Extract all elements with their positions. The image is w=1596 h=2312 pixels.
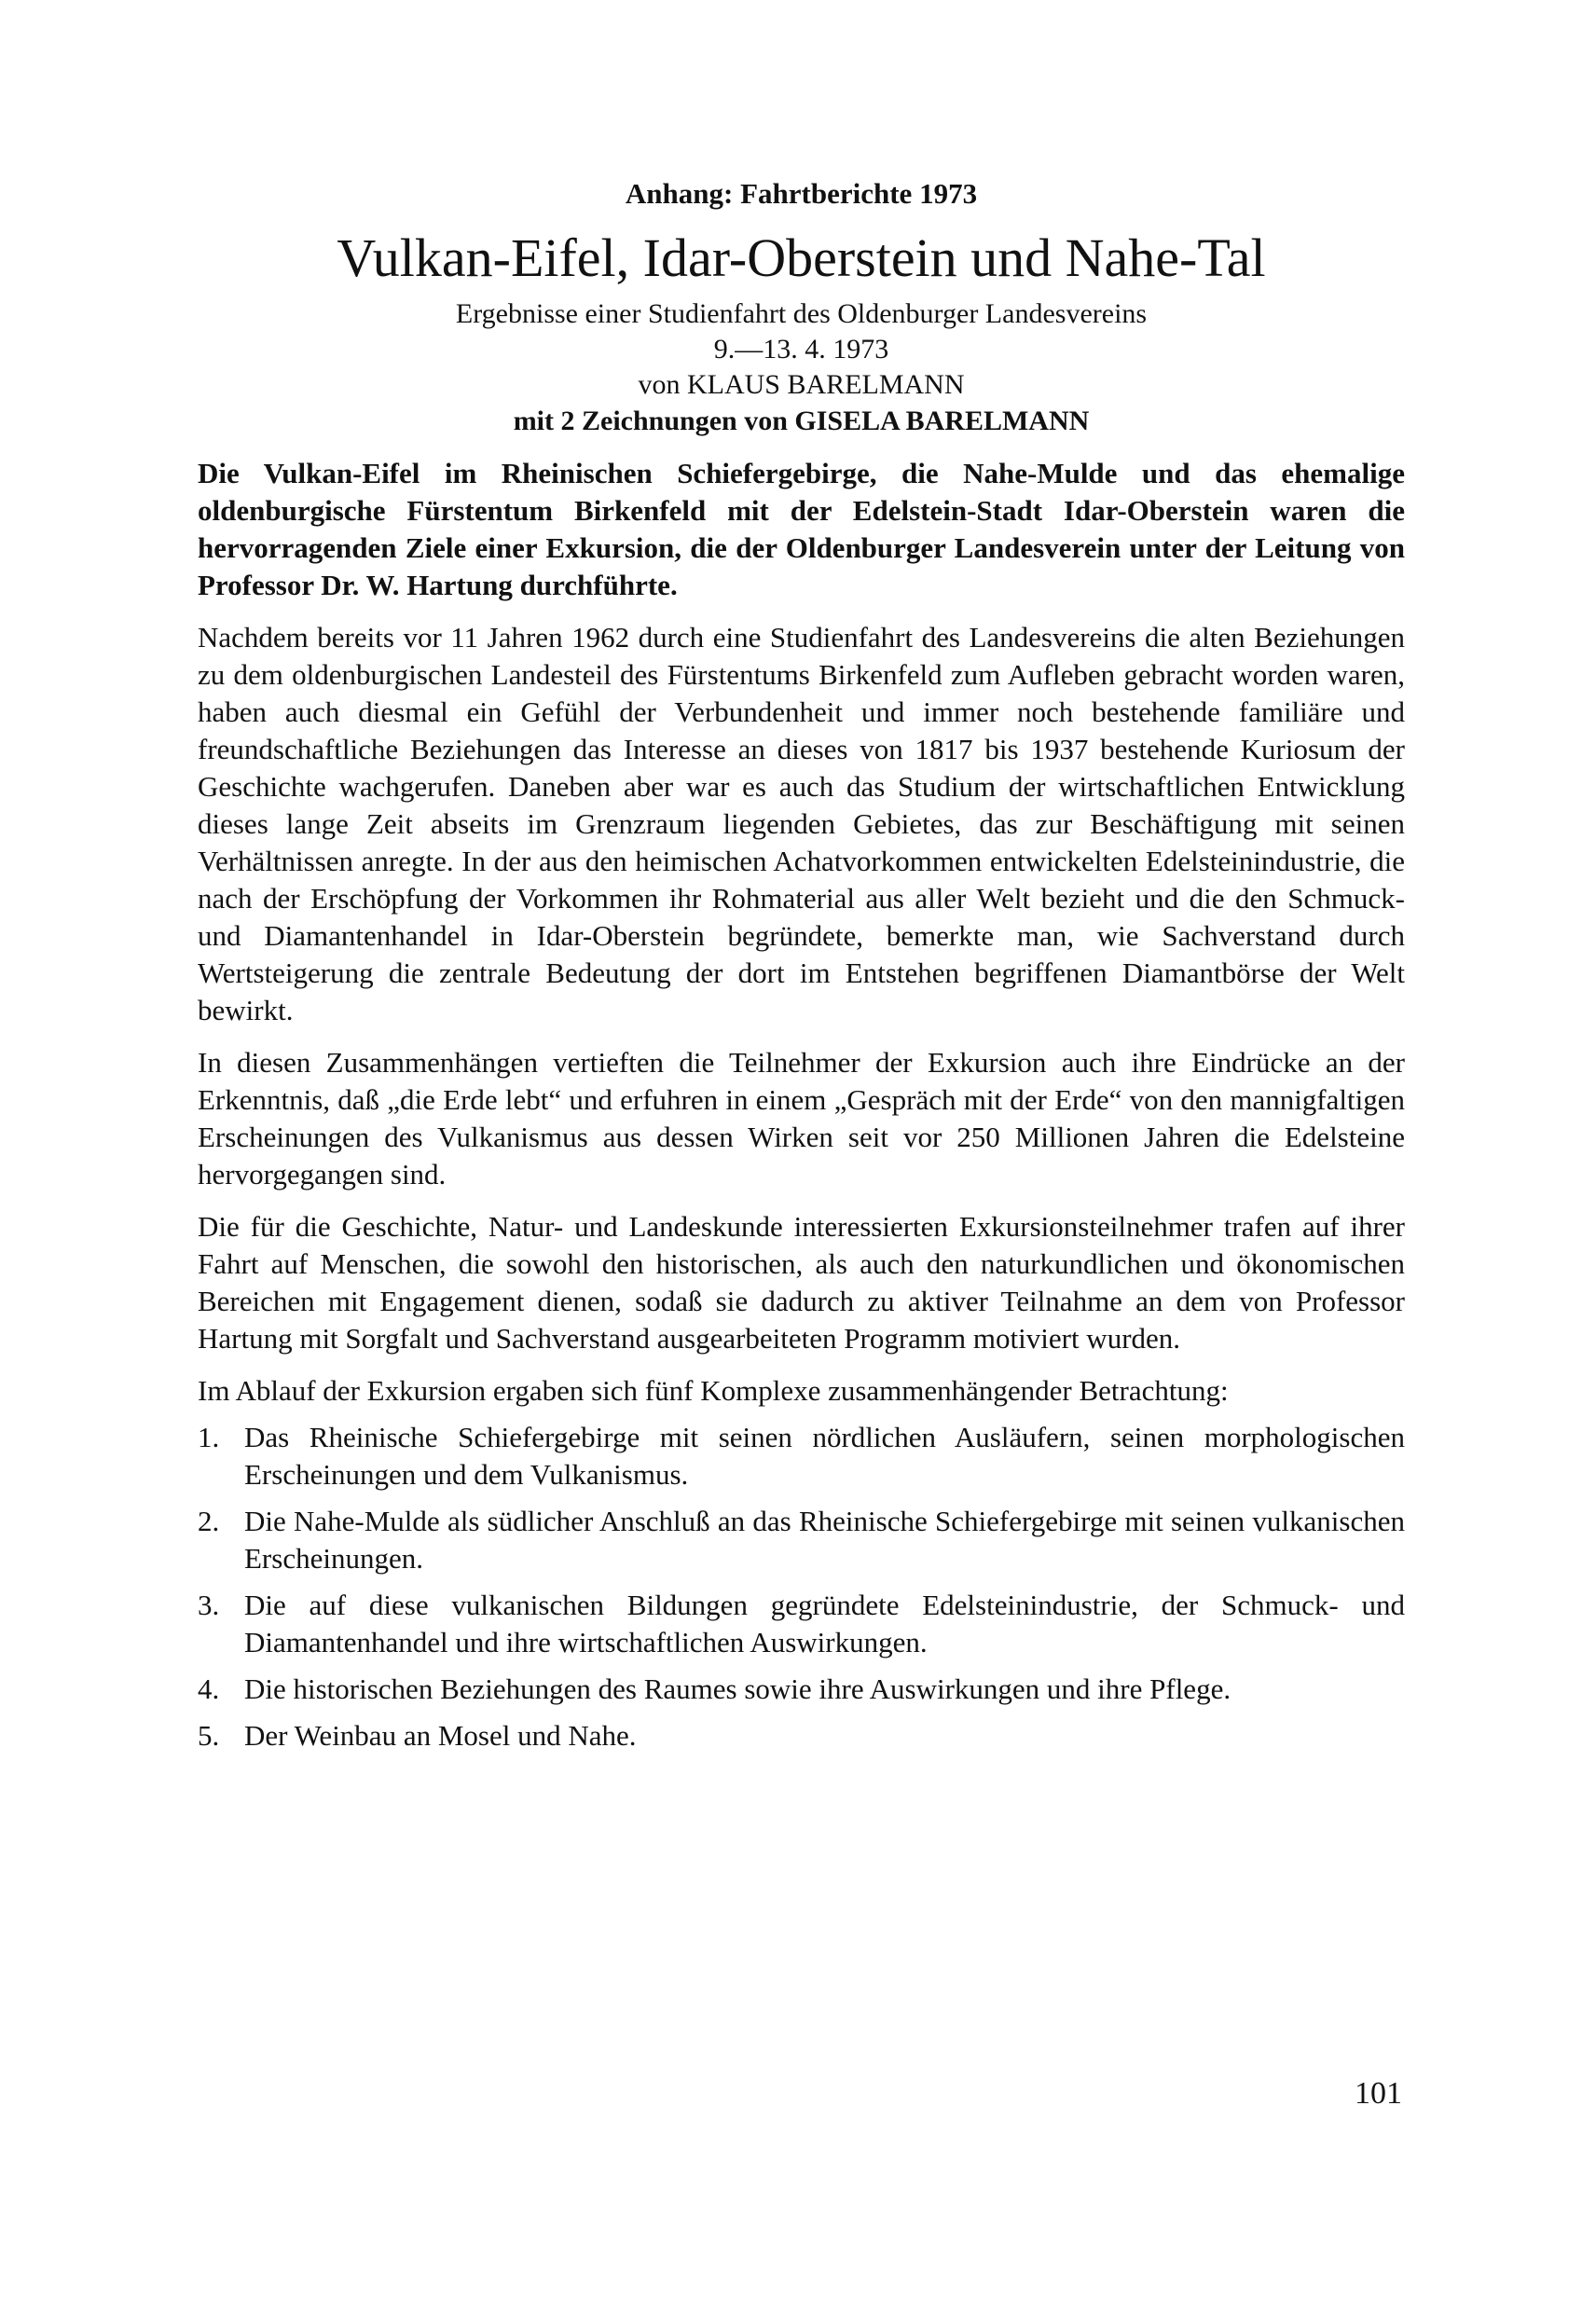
- article-title: Vulkan-Eifel, Idar-Oberstein und Nahe-Tal: [337, 227, 1266, 288]
- list-item-text: Die Nahe-Mulde als südlicher Anschluß an das Rheinische Schiefergebirge mit seinen vulkanischen Erscheinungen.: [244, 1505, 1405, 1575]
- list-item-text: Das Rheinische Schiefergebirge mit seinen nördlichen Ausläufern, seinen morphologischen Erscheinungen und dem Vulkanismus.: [244, 1421, 1405, 1491]
- author-line: von KLAUS BARELMANN: [638, 369, 965, 400]
- list-item-number: 2.: [198, 1505, 220, 1537]
- list-item-text: Der Weinbau an Mosel und Nahe.: [244, 1719, 637, 1752]
- list-item-number: 4.: [198, 1672, 220, 1705]
- body-paragraph: Die für die Geschichte, Natur- und Landeskunde interessierten Exkursionsteilnehmer trafen auf ihrer Fahrt auf Menschen, die sowohl den historischen, als auch den naturkundlichen und ökonomischen Bereichen mit Engagement dienen, sodaß sie dadurch zu aktiver Teilnahme an dem von Professor Hartung mit Sorgfalt und Sachverstand ausgearbeiteten Programm motiviert wurden.: [198, 1210, 1405, 1355]
- list-item: [198, 1587, 1405, 1661]
- topics-list: [198, 1419, 1405, 1755]
- list-item-number: 3.: [198, 1589, 220, 1621]
- page-content: [198, 175, 1405, 1755]
- section-heading: Anhang: Fahrtberichte 1973: [625, 177, 978, 210]
- excursion-dates: 9.—13. 4. 1973: [713, 334, 889, 365]
- page-number: 101: [1355, 2076, 1402, 2111]
- body-paragraph: In diesen Zusammenhängen vertieften die Teilnehmer der Exkursion auch ihre Eindrücke an der Erkenntnis, daß „die Erde lebt“ und erfuhren in einem „Gespräch mit der Erde“ von den mannigfaltigen Erscheinungen des Vulkanismus aus dessen Wirken seit vor 250 Millionen Jahren die Edelsteine hervorgegangen sind.: [198, 1046, 1405, 1190]
- list-item: [198, 1503, 1405, 1577]
- list-item: [198, 1671, 1405, 1708]
- body-paragraph: Nachdem bereits vor 11 Jahren 1962 durch eine Studienfahrt des Landesvereins die alten Beziehungen zu dem oldenburgischen Landesteil des Fürstentums Birkenfeld zum Aufleben gebracht worden waren, haben auch diesmal ein Gefühl der Verbundenheit und immer noch bestehende familiäre und freundschaftliche Beziehungen das Interesse an dieses von 1817 bis 1937 bestehende Kuriosum der Geschichte wachgerufen. Daneben aber war es auch das Studium der wirtschaftlichen Entwicklung dieses lange Zeit abseits im Grenzraum liegenden Gebietes, das zur Beschäftigung mit seinen Verhältnissen anregte. In der aus den heimischen Achatvorkommen entwickelten Edelsteinindustrie, die nach der Erschöpfung der Vorkommen ihr Rohmaterial aus aller Welt bezieht und die den Schmuck- und Diamantenhandel in Idar-Oberstein begründete, bemerkte man, wie Sachverstand durch Wertsteigerung die zentrale Bedeutung der dort im Entstehen begriffenen Diamantbörse der Welt bewirkt.: [198, 621, 1405, 1026]
- illustrator-line: mit 2 Zeichnungen von GISELA BARELMANN: [513, 406, 1090, 436]
- article-subtitle: Ergebnisse einer Studienfahrt des Oldenburger Landesvereins: [455, 298, 1148, 329]
- list-item: [198, 1419, 1405, 1493]
- list-item: [198, 1717, 1405, 1755]
- list-item-number: 1.: [198, 1421, 220, 1453]
- body-paragraph: Im Ablauf der Exkursion ergaben sich fünf Komplexe zusammenhängender Betrachtung:: [198, 1374, 1229, 1407]
- list-item-text: Die auf diese vulkanischen Bildungen gegründete Edelsteinindustrie, der Schmuck- und Diamantenhandel und ihre wirtschaftlichen Auswirkungen.: [244, 1589, 1405, 1658]
- list-item-number: 5.: [198, 1719, 220, 1752]
- abstract-paragraph: Die Vulkan-Eifel im Rheinischen Schiefergebirge, die Nahe-Mulde und das ehemalige oldenburgische Fürstentum Birkenfeld mit der Edelstein-Stadt Idar-Oberstein waren die hervorragenden Ziele einer Exkursion, die der Oldenburger Landesverein unter der Leitung von Professor Dr. W. Hartung durchführte.: [198, 457, 1405, 601]
- list-item-text: Die historischen Beziehungen des Raumes sowie ihre Auswirkungen und ihre Pflege.: [244, 1672, 1231, 1705]
